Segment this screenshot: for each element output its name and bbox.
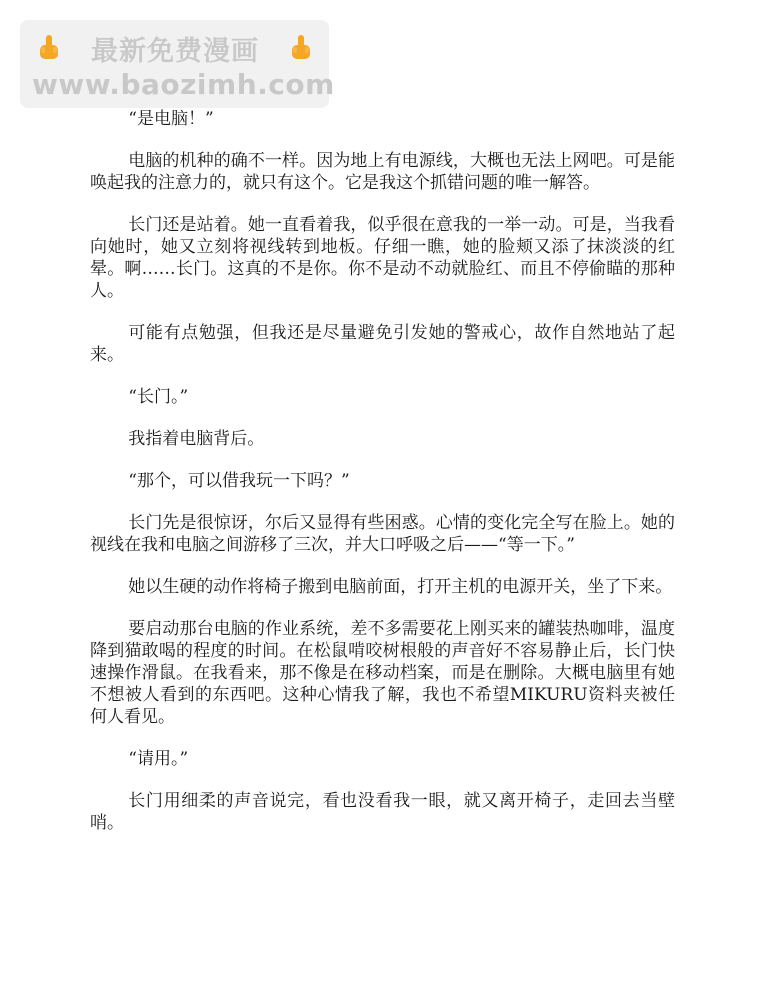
watermark-title-row — [34, 30, 316, 66]
paragraph: 电脑的机种的确不一样。因为地上有电源线，大概也无法上网吧。可是能唤起我的注意力的，就只有这个。它是我这个抓错问题的唯一解答。 — [90, 151, 675, 193]
paragraph: 长门还是站着。她一直看着我，似乎很在意我的一举一动。可是，当我看向她时，她又立刻将视线转到地板。仔细一瞧，她的脸颊又添了抹淡淡的红晕。啊……长门。这真的不是你。你不是动不动就脸红、而且不停偷瞄的那种人。 — [90, 215, 675, 301]
watermark-url: www.baozimh.com — [32, 68, 335, 101]
novel-text — [90, 108, 675, 854]
watermark — [20, 20, 335, 108]
paragraph: 长门先是很惊讶，尔后又显得有些困惑。心情的变化完全写在脸上。她的视线在我和电脑之间游移了三次，并大口呼吸之后——“等一下。” — [90, 513, 675, 555]
paragraph: “那个，可以借我玩一下吗？” — [128, 471, 350, 491]
paragraph: 她以生硬的动作将椅子搬到电脑前面，打开主机的电源开关，坐了下来。 — [128, 577, 673, 597]
paragraph: 要启动那台电脑的作业系统，差不多需要花上刚买来的罐装热咖啡，温度降到猫敢喝的程度的时间。在松鼠啃咬树根般的声音好不容易静止后，长门快速操作滑鼠。在我看来，那不像是在移动档案，而是在删除。大概电脑里有她不想被人看到的东西吧。这种心情我了解，我也不希望MIKURU资料夹被任何人看见。 — [90, 619, 675, 727]
watermark-title: 最新免费漫画 — [91, 35, 259, 67]
paragraph: 可能有点勉强，但我还是尽量避免引发她的警戒心，故作自然地站了起来。 — [90, 323, 675, 365]
pointing-hand-icon — [286, 33, 316, 63]
paragraph: 我指着电脑背后。 — [128, 429, 265, 449]
paragraph: 长门用细柔的声音说完，看也没看我一眼，就又离开椅子，走回去当壁哨。 — [90, 791, 675, 833]
paragraph: “请用。” — [128, 749, 189, 769]
pointing-hand-icon — [34, 33, 64, 63]
paragraph: “是电脑！” — [128, 109, 214, 129]
paragraph: “长门。” — [128, 387, 189, 407]
